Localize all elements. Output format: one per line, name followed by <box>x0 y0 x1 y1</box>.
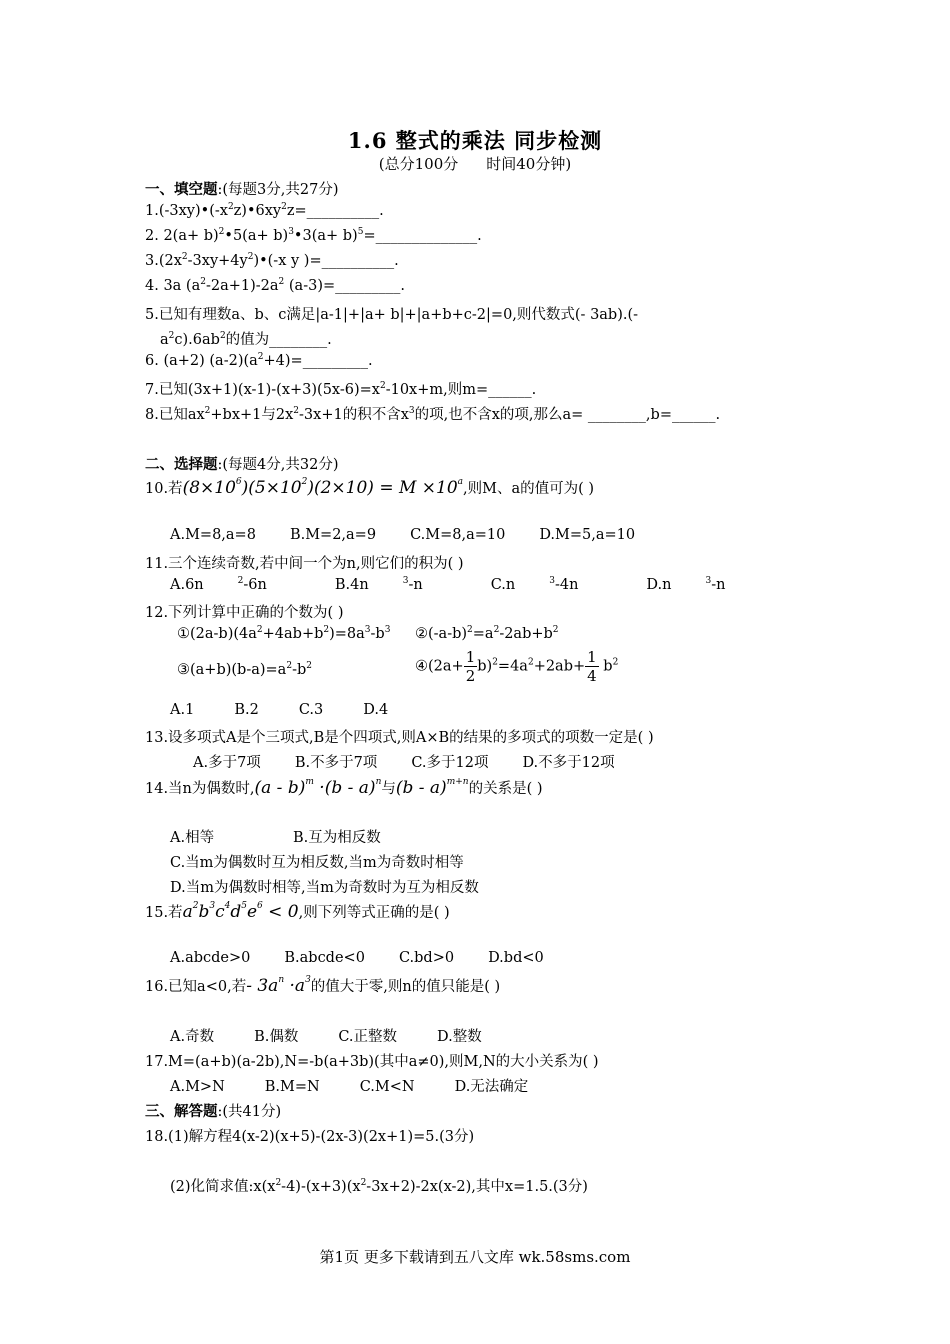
section3-title: 三、解答题 <box>145 1103 218 1120</box>
q13-option-a: A.多于7项 <box>193 755 261 771</box>
question-7: 7.已知$(3x+1)(x-1)-(x+3)(5x-6)=x^2-10x+m$,则m=______. <box>145 381 537 398</box>
question-4: 4. 3a $(a^2-2a+1)-2a^2$ (a-3)=_________. <box>145 277 405 294</box>
q16-formula: - $3a^n \cdot a^3$ <box>246 975 311 996</box>
q14-formula2: (b - a)$^{m+n}$ <box>395 777 469 798</box>
q10-option-a: A.M=8,a=8 <box>170 527 256 543</box>
q17-option-b: B.M=N <box>264 1079 320 1095</box>
q11-option-b: B.4n $^3$-n <box>334 576 423 593</box>
question-15: 15.若$a^2b^3c^4d^5e^6 < 0$,则下列等式正确的是( ) <box>145 901 450 922</box>
q16-option-a: A.奇数 <box>170 1029 215 1045</box>
fraction-one-half: $\frac{1}{2}$ <box>465 648 476 685</box>
question-10: 10.若$(8\times 10^6)(5\times 10^2)(2\times 10) = M \times 10^a$,则M、a的值可为( ) <box>145 477 595 498</box>
question-1: $1.(-3xy)•(-x^2z)•6xy^2z=\_\_\_\_\_\_\_\_\_\_$. <box>145 202 384 219</box>
q13-option-d: D.不多于12项 <box>522 755 615 771</box>
section2-heading <box>145 453 338 474</box>
q14-option-a: A.相等 <box>170 830 215 846</box>
section1-note: :(每题3分,共27分) <box>217 182 339 198</box>
q10-option-d: D.M=5,a=10 <box>539 527 636 543</box>
question-18-part2: (2)化简求值$:x(x^2-4)-(x+3)(x^2-3x+2)-2x(x-2)$,其中x=1.5.(3分) <box>170 1178 588 1195</box>
q14-option-c: C.当m为偶数时互为相反数,当m为奇数时相等 <box>170 855 464 871</box>
question-11: 11.三个连续奇数,若中间一个为n,则它们的积为( ) <box>145 556 464 572</box>
question-14: 14.当n为偶数时,(a - b)$^m$ ·(b - a)$^n$与(b - a)$^{m+n}$的关系是( ) <box>145 777 543 798</box>
q11-option-a: A.6n $^2$-6n <box>170 576 267 593</box>
section3-note: :(共41分) <box>217 1104 282 1120</box>
q10-option-c: C.M=8,a=10 <box>410 527 506 543</box>
q12-option-a: A.1 <box>170 702 195 718</box>
question-2: 2. $2(a+ b)^2•5(a+$ b)$^3$•3(a+ b)$^5$=______________. <box>145 227 482 244</box>
q12-option-d: D.4 <box>363 702 389 718</box>
q15-option-c: C.bd>0 <box>398 950 455 966</box>
q13-options <box>193 751 649 772</box>
q16-option-b: B.偶数 <box>254 1029 299 1045</box>
q16-options <box>170 1025 522 1046</box>
time-limit: 时间40分钟) <box>486 155 572 173</box>
fraction-one-quarter: $\frac{1}{4}$ <box>587 648 597 685</box>
q14-options-ab <box>170 826 381 847</box>
q12-item1: $①(2a-b)(4a^2+4ab+b^2)=8a^3-b^3$ <box>177 625 391 642</box>
q14-formula1: (a - b)$^m$ ·(b - a)$^n$ <box>254 777 382 798</box>
q17-option-c: C.M<N <box>359 1079 415 1095</box>
q15-option-d: D.bd<0 <box>488 950 544 966</box>
q12-item3: $③(a+b)(b-a)=a^2-b^2$ <box>177 661 312 678</box>
question-5-line2: $a^2c).6ab^2$的值为________. <box>160 331 332 348</box>
q12-options <box>170 702 428 718</box>
question-8: 8.已知$ax^2+bx+1$与$2x^2-3x+1$的积不含$x^3$的项,也不含x的项,那么a= ________,b=______. <box>145 406 721 423</box>
q11-option-c: C.n $^3$-4n <box>490 576 579 593</box>
section1-title: 一、填空题 <box>145 181 218 198</box>
section2-title: 二、选择题 <box>145 456 218 473</box>
q15-options <box>170 950 578 966</box>
q17-option-d: D.无法确定 <box>454 1079 529 1095</box>
q15-formula: $a^2b^3c^4d^5e^6 < 0$ <box>182 901 299 922</box>
question-12: 12.下列计算中正确的个数为( ) <box>145 605 344 621</box>
q17-option-a: A.M>N <box>170 1079 225 1095</box>
q14-option-d: D.当m为偶数时相等,当m为奇数时为互为相反数 <box>170 880 479 896</box>
q11-options <box>170 577 793 593</box>
q16-option-c: C.正整数 <box>338 1029 398 1045</box>
question-6: 6. (a+2) $(a-2)(a^2+4)=\_\_\_\_\_\_\_\_\_$. <box>145 352 373 369</box>
q16-option-d: D.整数 <box>437 1029 482 1045</box>
q14-option-b: B.互为相反数 <box>293 830 381 846</box>
q15-option-a: A.abcde>0 <box>170 950 251 966</box>
q13-option-b: B.不多于7项 <box>294 755 378 771</box>
question-16: 16.已知a<0,若- $3a^n \cdot a^3$的值大于零,则n的值只能是( ) <box>145 975 501 996</box>
q12-item2: $②(-a-b)^2=a^2-2ab+b^2$ <box>415 625 559 642</box>
question-18-part1: 18.(1)解方程4(x-2)(x+5)-(2x-3)(2x+1)=5.(3分) <box>145 1129 475 1145</box>
question-5-line1: 5.已知有理数a、b、c满足|a-1|+|a+ b|+|a+b+c-2|=0,则代数式(- 3ab).(- <box>145 307 639 323</box>
section1-heading <box>145 178 338 199</box>
q15-option-b: B.abcde<0 <box>284 950 365 966</box>
q17-options <box>170 1075 568 1096</box>
total-score: (总分100分 <box>378 155 459 173</box>
q12-option-c: C.3 <box>298 702 324 718</box>
q12-option-b: B.2 <box>234 702 259 718</box>
question-13: 13.设多项式A是个三项式,B是个四项式,则A×B的结果的多项式的项数一定是( ) <box>145 730 654 746</box>
q10-option-b: B.M=2,a=9 <box>289 527 377 543</box>
q12-item4: ④(2a+ $\frac{1}{2}$ $b)^2=4a^2+2ab+$ $\frac{1}{4}$ $b^2$ <box>415 648 619 685</box>
q10-options <box>170 527 669 543</box>
q13-option-c: C.多于12项 <box>411 755 489 771</box>
section3-heading <box>145 1100 281 1121</box>
q10-formula: $(8\times 10^6)(5\times 10^2)(2\times 10) = M \times 10^a$ <box>182 477 464 498</box>
section2-note: :(每题4分,共32分) <box>217 457 339 473</box>
page-title: 1.6 整式的乘法 同步检测 <box>347 128 603 153</box>
page-footer: 第1页 更多下载请到五八文库 wk.58sms.com <box>319 1248 631 1266</box>
q11-option-d: D.n $^3$-n <box>646 576 726 593</box>
page-subtitle <box>0 153 950 174</box>
question-17: 17.M=(a+b)(a-2b),N=-b(a+3b)(其中a≠0),则M,N的大小关系为( ) <box>145 1054 599 1070</box>
question-3: $3.(2x^2-3xy+4y^2)•(-x$ y )=__________. <box>145 252 399 269</box>
